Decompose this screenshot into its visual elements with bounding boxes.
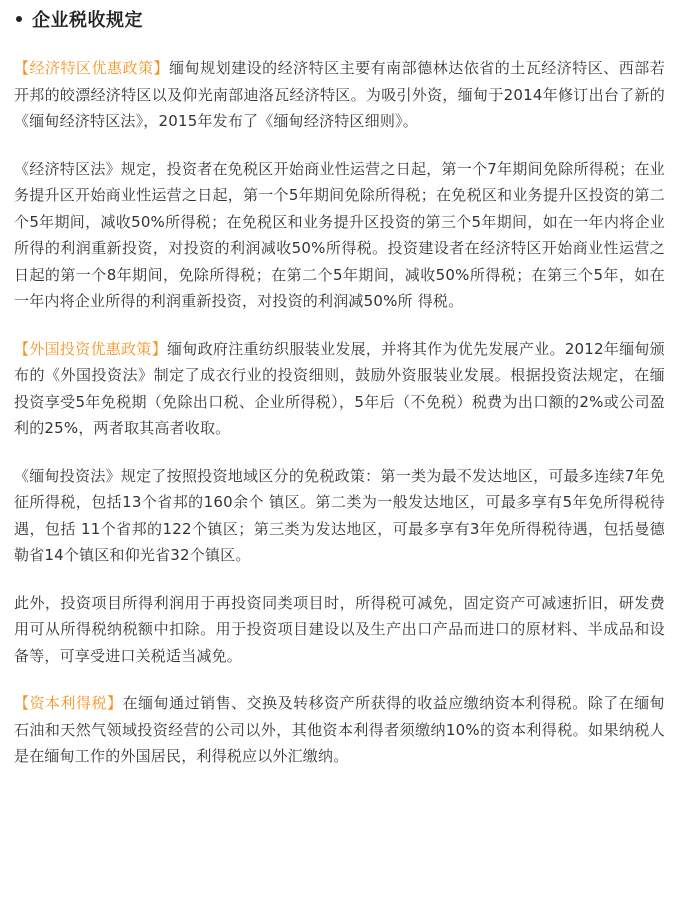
paragraph-foreign-investment (14, 336, 665, 442)
paragraph-tag: 【外国投资优惠政策】 (14, 339, 168, 358)
paragraph-reinvestment (14, 590, 665, 670)
paragraph-text: 此外，投资项目所得利润用于再投资同类项目时，所得税可减免，固定资产可减速折旧，研发费用可从所得税纳税额中扣除。用于投资项目建设以及生产出口产品而进口的原材料、半成品和设备等，可享受进口关税适当减免。 (14, 593, 665, 665)
bullet-icon (16, 16, 22, 22)
paragraph-text: 缅甸规划建设的经济特区主要有南部德林达依省的土瓦经济特区、西部若开邦的皎漂经济特区以及仰光南部迪洛瓦经济特区。为吸引外资，缅甸于2014年修订出台了新的《缅甸经济特区法》，2015年发布了《缅甸经济特区细则》。 (14, 59, 665, 130)
paragraph-text: 在缅甸通过销售、交换及转移资产所获得的收益应缴纳资本利得税。除了在缅甸石油和天然气领域投资经营的公司以外，其他资本利得者须缴纳10%的资本利得税。如果纳税人是在缅甸工作的外国居民，利得税应以外汇缴纳。 (14, 694, 665, 765)
paragraph-text: 《经济特区法》规定，投资者在免税区开始商业性运营之日起，第一个7年期间免除所得税；在业务提升区开始商业性运营之日起，第一个5年期间免除所得税；在免税区和业务提升区投资的第二个5年期间，减收50%所得税；在免税区和业务提升区投资的第三个5年期间，如在一年内将企业所得的利润重新投资，对投资的利润减收50%所得税。投资建设者在经济特区开始商业性运营之日起的第一个8年期间，免除所得税；在第二个5年期间，减收50%所得税；在第三个5年，如在一年内将企业所得的利润重新投资，对投资的利润减50%所 得税。 (14, 159, 665, 310)
paragraph-tag: 【资本利得税】 (14, 694, 123, 712)
paragraph-text: 《缅甸投资法》规定了按照投资地域区分的免税政策：第一类为最不发达地区，可最多连续7年免征所得税，包括13个省邦的160余个 镇区。第二类为一般发达地区，可最多享有5年免所得税待遇，包括 11个省邦的122个镇区；第三类为发达地区，可最多享有3年免所得税待遇，包括曼德勒省14个镇区和仰光省32个镇区。 (14, 466, 665, 564)
paragraph-tag: 【经济特区优惠政策】 (14, 59, 170, 77)
paragraph-capital-gains (14, 690, 665, 770)
section-heading (14, 4, 665, 34)
section-title: 企业税收规定 (32, 10, 143, 31)
paragraph-special-economic-zone (14, 55, 665, 135)
paragraph-sez-law-terms (14, 156, 665, 315)
paragraph-regional-exemption (14, 463, 665, 569)
paragraph-text: 缅甸政府注重纺织服装业发展，并将其作为优先发展产业。2012年缅甸颁布的《外国投资法》制定了成衣行业的投资细则，鼓励外资服装业发展。根据投资法规定，在缅投资享受5年免税期（免除出口税、企业所得税），5年后（不免税）税费为出口额的2%或公司盈利的25%，两者取其高者收取。 (14, 339, 665, 437)
